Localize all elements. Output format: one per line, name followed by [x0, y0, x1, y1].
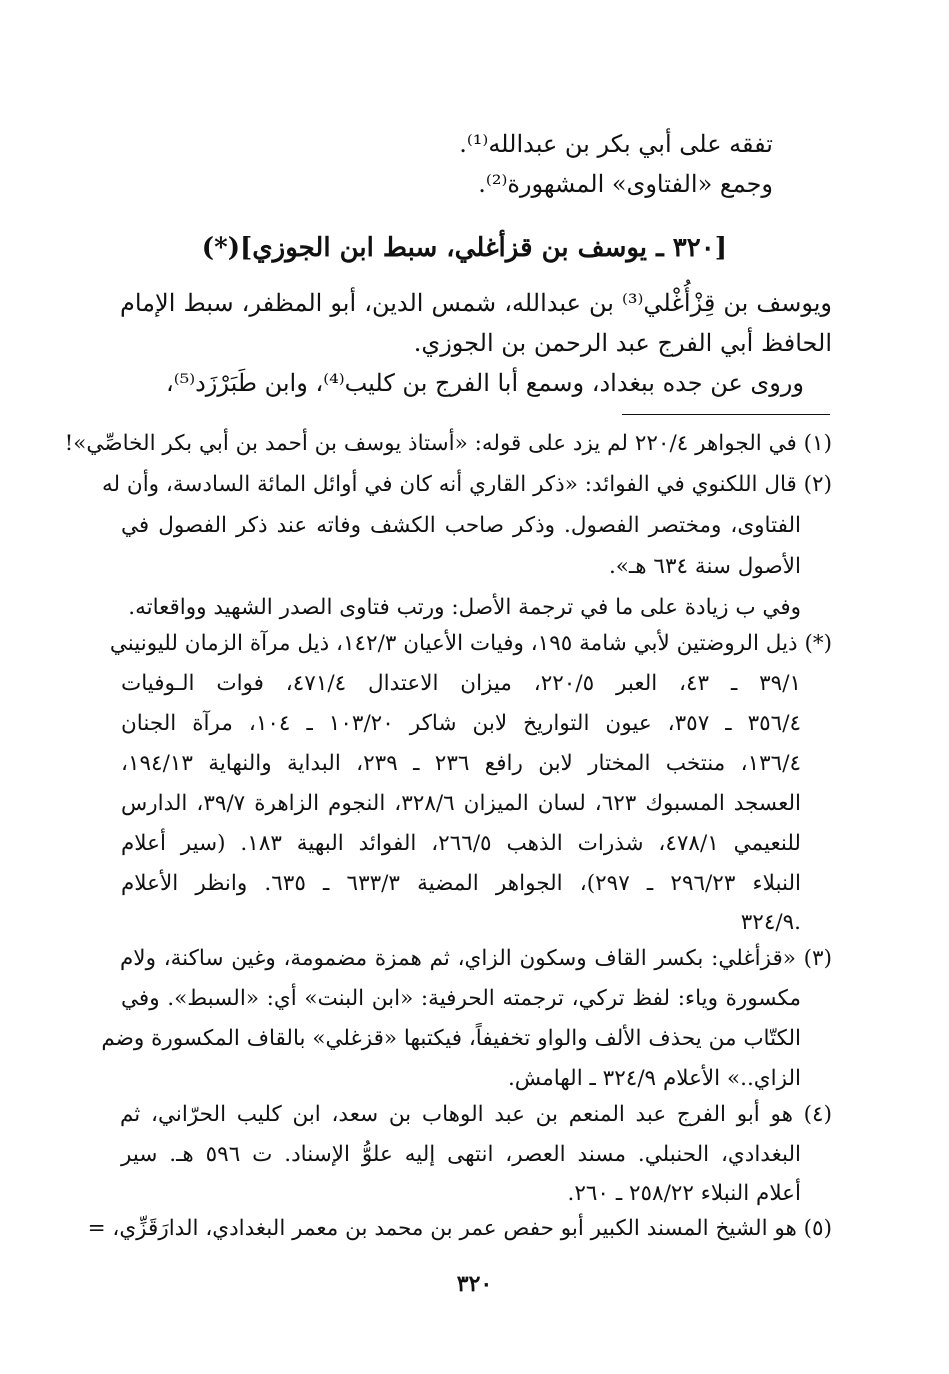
footnote-line: أعلام النبلاء ٢٥٨/٢٢ ـ ٢٦٠.	[567, 1181, 801, 1206]
footnote-line: ٣٥٦/٤ ـ ٣٥٧، عيون التواريخ لابن شاكر ١٠٣/٢٠ ـ ١٠٤، مرآة الجنان	[121, 711, 802, 736]
footnote-line: (٥) هو الشيخ المسند الكبير أبو حفص عمر بن محمد بن معمر البغدادي، الدارَقَزِّي، =	[87, 1216, 832, 1241]
footnote-line: الكتّاب من يحذف الألف والواو تخفيفاً، فيكتبها «قزغلي» بالقاف المكسورة وضم	[101, 1026, 801, 1051]
footnote-line: (*) ذيل الروضتين لأبي شامة ١٩٥، وفيات الأعيان ١٤٢/٣، ذيل مرآة الزمان لليونيني	[109, 631, 832, 656]
footnote-line: النبلاء ٢٩٦/٢٣ ـ ٢٩٧)، الجواهر المضية ٦٣٣/٣ ـ ٦٣٥. وانظر الأعلام	[121, 871, 801, 896]
footnote-line: للنعيمي ٤٧٨/١، شذرات الذهب ٢٦٦/٥، الفوائد البهية ١٨٣. (سير أعلام	[121, 831, 801, 856]
footnote-line: الفتاوى، ومختصر الفصول. وذكر صاحب الكشف وفاته عند ذكر الفصول في	[121, 513, 801, 538]
text-line: تفقه على أبي بكر بن عبدالله⁽¹⁾.	[459, 130, 773, 158]
footnote-line: الأصول سنة ٦٣٤ هـ».	[608, 554, 801, 579]
text-line: ويوسف بن قِزْأُغْلي⁽³⁾ بن عبدالله، شمس الدين، أبو المظفر، سبط الإمام	[120, 289, 832, 317]
footnote-line: وفي ب زيادة على ما في ترجمة الأصل: ورتب فتاوى الصدر الشهيد وواقعاته.	[128, 595, 801, 620]
footnote-line: ٣٩/١ ـ ٤٣، العبر ٢٢٠/٥، ميزان الاعتدال ٤٧١/٤، فوات الـوفيات	[121, 671, 801, 696]
footnote-line: مكسورة وياء: لفظ تركي، ترجمته الحرفية: «ابن البنت» أي: «السبط». وفي	[121, 986, 801, 1011]
footnote-line: البغدادي، الحنبلي. مسند العصر، انتهى إليه علوُّ الإسناد. ت ٥٩٦ هـ. سير	[121, 1142, 801, 1167]
text-line: الحافظ أبي الفرج عبد الرحمن بن الجوزي.	[413, 329, 832, 357]
footnote-line: العسجد المسبوك ٦٢٣، لسان الميزان ٣٢٨/٦، النجوم الزاهرة ٣٩/٧، الدارس	[121, 791, 802, 816]
footnote-line: (١) في الجواهر ٢٢٠/٤ لم يزد على قوله: «أستاذ يوسف بن أحمد بن أبي بكر الخاصِّي»!	[64, 431, 832, 456]
text-line: وجمع «الفتاوى» المشهورة⁽²⁾.	[478, 170, 773, 198]
footnote-line: الزاي..» الأعلام ٣٢٤/٩ ـ الهامش.	[507, 1066, 801, 1091]
text-line: وروى عن جده ببغداد، وسمع أبا الفرج بن كليب⁽⁴⁾، وابن طَبَرْزَد⁽⁵⁾،	[165, 369, 804, 397]
footnote-line: (٤) هو أبو الفرج عبد المنعم بن عبد الوهاب بن سعد، ابن كليب الحرّاني، ثم	[120, 1102, 832, 1127]
footnote-line: ١٣٦/٤، منتخب المختار لابن رافع ٢٣٦ ـ ٢٣٩، البداية والنهاية ١٩٤/١٣،	[121, 751, 801, 776]
footnote-line: ٣٢٤/٩.	[740, 910, 801, 935]
footnote-line: (٣) «قزأغلي: بكسر القاف وسكون الزاي، ثم همزة مضمومة، وغين ساكنة، ولام	[120, 946, 832, 971]
footnote-separator	[622, 414, 830, 415]
entry-title: [٣٢٠ ـ يوسف بن قزأغلي، سبط ابن الجوزي](*)	[201, 233, 727, 263]
page-number: ٣٢٠	[456, 1271, 493, 1297]
footnote-line: (٢) قال اللكنوي في الفوائد: «ذكر القاري أنه كان في أوائل المائة السادسة، وأن له	[102, 472, 832, 497]
